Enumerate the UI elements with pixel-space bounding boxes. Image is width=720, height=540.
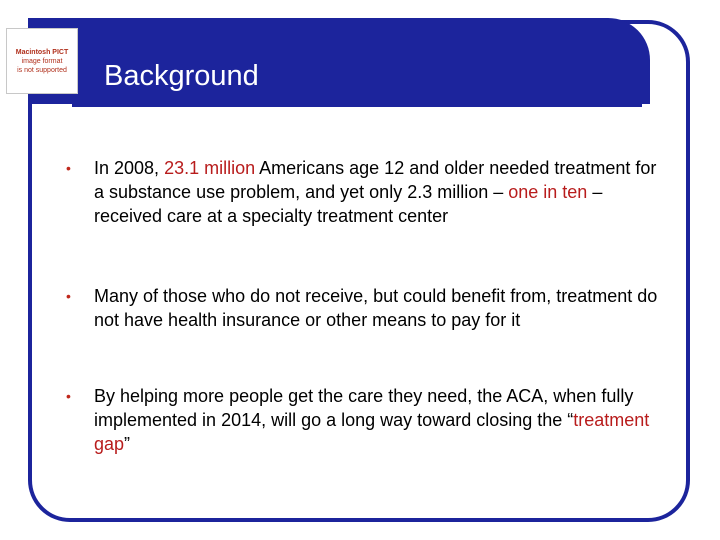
bullet-item-1 xyxy=(62,156,662,228)
placeholder-text-line-1: Macintosh PICT xyxy=(15,48,69,56)
bullet-1-text-part-2: Americans age 12 and older needed treatment for a substance use problem, and yet only 2.3 million – xyxy=(94,158,657,202)
unsupported-image-placeholder xyxy=(6,28,78,94)
bullet-1-text-part-1: In 2008, xyxy=(94,158,165,178)
bullet-3-text-part-1: By helping more people get the care they need, the ACA, when fully implemented in 2014, will go a long way toward closing the “ xyxy=(94,386,634,430)
bullet-1-text-part-3: – received care at a specialty treatment center xyxy=(94,182,603,226)
placeholder-text-line-2: image format xyxy=(21,57,63,65)
bullet-3-text-part-2: ” xyxy=(124,434,131,454)
bullet-1-highlight-one-in-ten: one in ten xyxy=(508,182,588,202)
bullet-item-3 xyxy=(62,384,662,456)
bullet-icon: • xyxy=(66,288,71,304)
slide-title: Background xyxy=(104,60,259,92)
placeholder-text-line-3: is not supported xyxy=(17,66,67,74)
bullet-item-2 xyxy=(62,284,662,332)
title-underline xyxy=(72,104,642,107)
bullet-icon: • xyxy=(66,160,71,176)
bullet-3-highlight-treatment-gap: treatment gap xyxy=(94,410,650,454)
bullet-2-text: Many of those who do not receive, but could benefit from, treatment do not have health insurance or other means to pay for it xyxy=(94,286,658,330)
bullet-icon: • xyxy=(66,388,71,404)
bullet-1-highlight-23-1-million: 23.1 million xyxy=(164,158,256,178)
